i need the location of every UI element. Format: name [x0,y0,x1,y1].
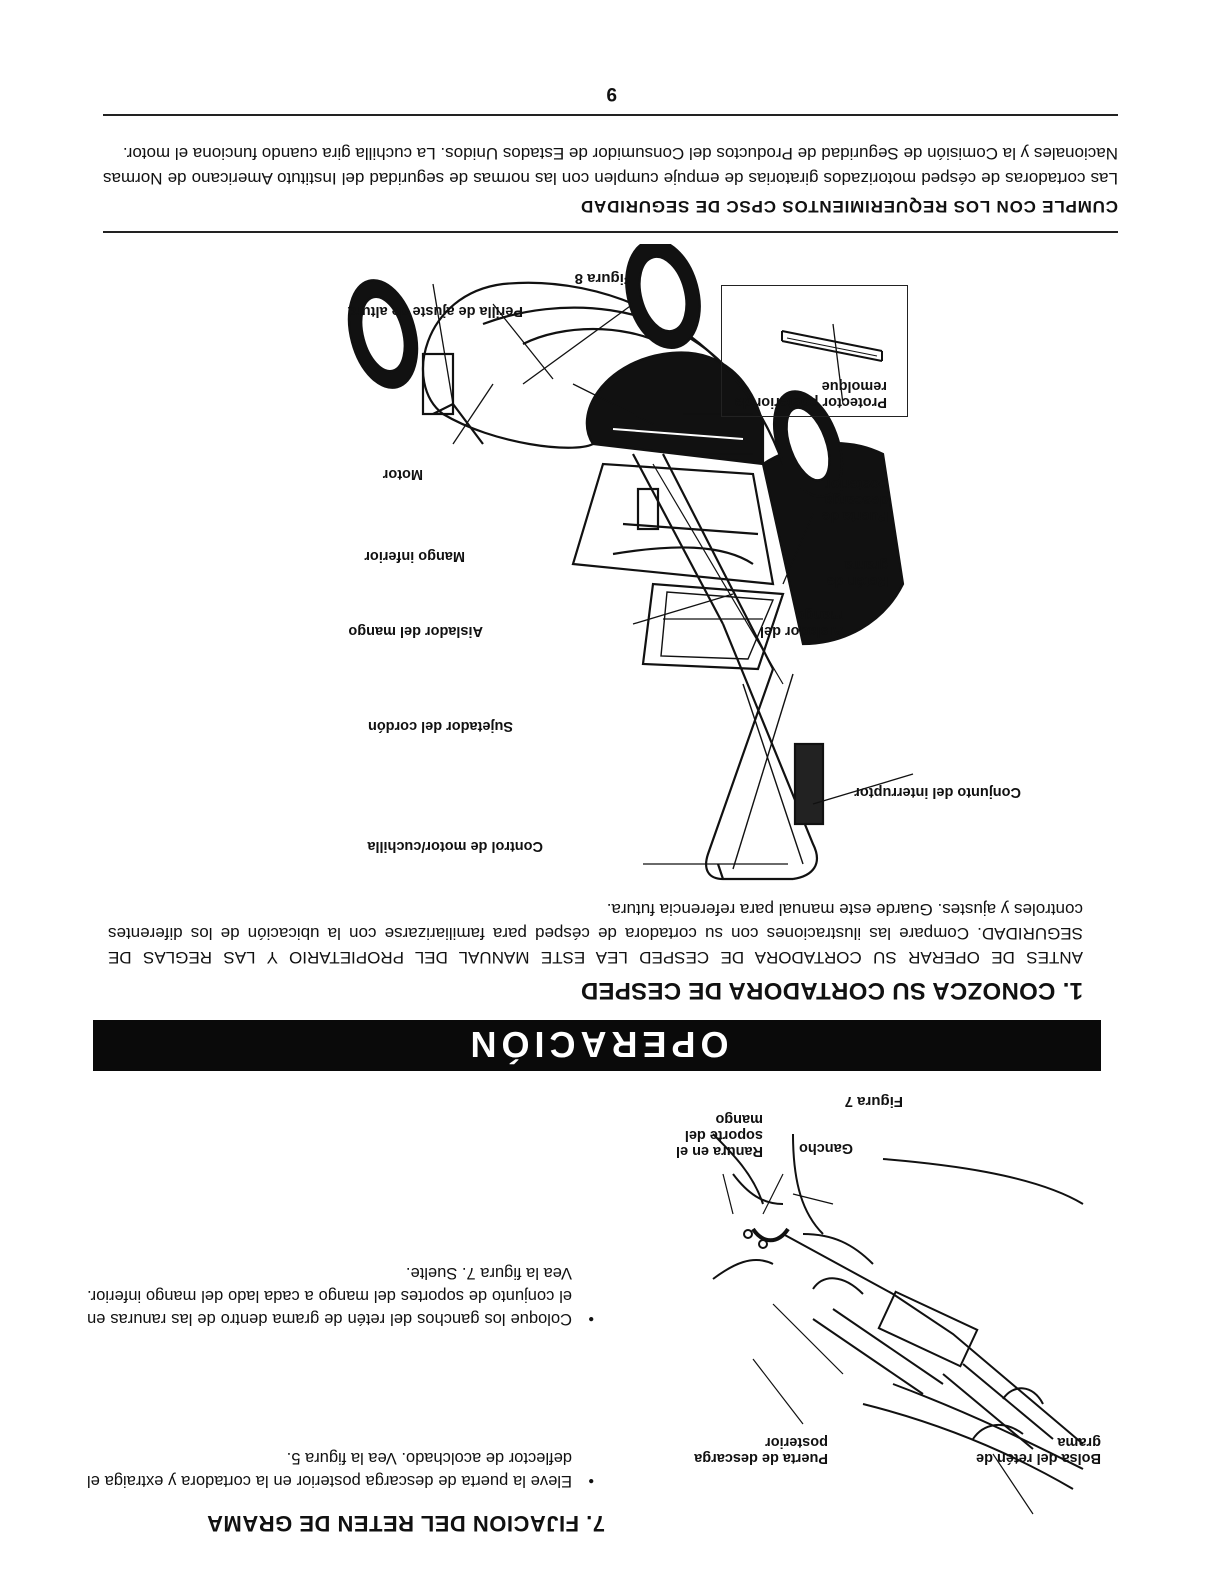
protector-inset-drawing [767,316,887,376]
fig8-label-perilla: Perilla de ajuste de altura [348,303,523,319]
cpsc-body: Las cortadoras de césped motorizados giratorias de empuje cumplen con las normas de seguridad del Instituto Americano de Normas Nacionales y la Comisión de Seguridad de Productos del Consumidor de Estados Unidos. La cuchilla gira cuando funciona el motor. [103,144,1118,188]
fig8-label-aislador-der: Aislador del mango [760,607,843,639]
fig7-label-ranura: Ranura en el soporte del mango [675,1111,763,1159]
fig8-caption: Figura 8 [574,270,633,287]
fig7-label-bolsa: Bolsa del retén de grama [976,1434,1101,1466]
fig8-label-aislador-izq: Aislador del mango [348,623,483,639]
operacion-title: OPERACIÓN [465,1024,729,1065]
fig8-label-puerta: Puerta de descarga posterior [821,476,888,524]
fig7-caption: Figura 7 [844,1093,903,1110]
fig8-label-sujetador: Sujetador del cordón [367,718,513,734]
fig8-label-control: Control de motor/cuchilla [367,838,543,854]
fig8-label-mango-inferior: Mango inferior [364,548,465,564]
section7-bullet-1: • Eleve la puerta de descarga posterior en la cortadora y extraiga el deflector de acolchado. Vea la figura 5. [87,1446,598,1492]
fig8-inset-box [721,285,908,417]
section7-title: 7. FIJACION DEL RETEN DE GRAMA [206,1511,605,1536]
section7-bullet-2: • Coloque los ganchos del retén de grama dentro de las ranuras en el conjunto de soportes del mango a cada lado del mango inferior. Vea la figura 7. Suelte. [87,1261,598,1330]
fig8-label-reten: Retén de grama [826,557,888,589]
page-number: 9 [606,83,617,104]
operacion-bar [93,1020,1101,1071]
divider-top [103,231,1118,233]
fig7-label-gancho: Gancho [799,1140,853,1156]
fig8-label-protector: Protector posterior de remolque [734,378,887,410]
figure7-illustration [623,1114,1093,1534]
section1-intro: ANTES DE OPERAR SU CORTADORA DE CESPED LEA ESTE MANUAL DEL PROPIETARIO Y LAS REGLAS DE SEGURIDAD. Compare las ilustraciones con su cortadora de césped para familiarizarse con la ubicación de los diferentes controles y ajustes. Guarde este manual para referencia futura. [108,900,1083,967]
cpsc-heading: CUMPLE CON LOS REQUERIMIENTOS CPSC DE SEGURIDAD [580,197,1118,216]
fig8-label-conjunto: Conjunto del interruptor [854,784,1021,800]
divider-bottom [103,114,1118,116]
fig8-label-motor: Motor [382,466,423,482]
section1-title: 1. CONOZCA SU CORTADORA DE CESPED [580,977,1083,1004]
fig7-label-puerta: Puerta de descarga posterior [694,1434,828,1466]
